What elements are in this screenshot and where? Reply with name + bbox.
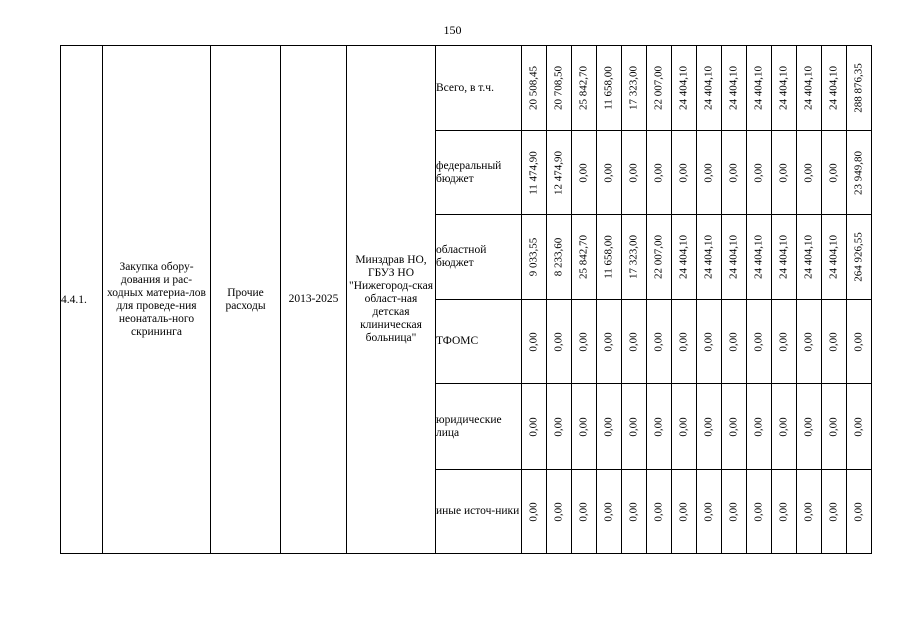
value-text: 24 404,10: [702, 66, 715, 110]
value-cell: [672, 131, 697, 215]
value-text: 24 404,10: [777, 235, 790, 279]
value-text: 0,00: [777, 501, 790, 522]
value-cell: [847, 384, 872, 470]
value-text: 0,00: [677, 162, 690, 183]
funding-source-label: ТФОМС: [436, 300, 522, 384]
value-text: 9 033,55: [527, 237, 540, 277]
value-cell: [647, 470, 672, 554]
value-text: 24 404,10: [677, 235, 690, 279]
value-cell: [522, 215, 547, 300]
value-cell: [672, 300, 697, 384]
value-cell: [797, 384, 822, 470]
value-text: 25 842,70: [577, 235, 590, 279]
value-text: 8 233,60: [552, 237, 565, 277]
value-text: 17 323,00: [627, 235, 640, 279]
value-cell: [772, 46, 797, 131]
value-cell: [847, 300, 872, 384]
value-cell: [772, 215, 797, 300]
value-cell: [547, 384, 572, 470]
value-cell: [572, 470, 597, 554]
value-text: 0,00: [727, 162, 740, 183]
value-cell: [772, 300, 797, 384]
value-text: 0,00: [802, 331, 815, 352]
value-text: 0,00: [627, 162, 640, 183]
value-cell: [522, 470, 547, 554]
value-cell: [722, 131, 747, 215]
value-cell: [822, 384, 847, 470]
value-text: 0,00: [552, 501, 565, 522]
value-cell: [772, 470, 797, 554]
value-cell: [797, 470, 822, 554]
value-cell: [697, 215, 722, 300]
value-text: 22 007,00: [652, 235, 665, 279]
value-text: 24 404,10: [827, 66, 840, 110]
value-text: 0,00: [827, 416, 840, 437]
value-cell: [847, 131, 872, 215]
value-text: 0,00: [777, 416, 790, 437]
value-text: 0,00: [627, 416, 640, 437]
value-text: 24 404,10: [827, 235, 840, 279]
value-text: 0,00: [702, 162, 715, 183]
executor-cell: Минздрав НО, ГБУЗ НО "Нижегород-ская област-ная детская клиническая больница": [347, 46, 436, 554]
value-text: 0,00: [852, 416, 865, 437]
value-text: 0,00: [577, 416, 590, 437]
value-cell: [747, 300, 772, 384]
value-cell: [572, 384, 597, 470]
value-text: 0,00: [602, 162, 615, 183]
value-cell: [647, 384, 672, 470]
value-text: 0,00: [652, 331, 665, 352]
value-text: 24 404,10: [802, 66, 815, 110]
value-cell: [572, 215, 597, 300]
activity-name-cell: Закупка обору-дования и рас-ходных материа-лов для проведе-ния неонаталь-ного скрининга: [103, 46, 211, 554]
budget-table: [60, 45, 872, 554]
value-text: 0,00: [577, 501, 590, 522]
value-text: 0,00: [777, 162, 790, 183]
value-cell: [572, 300, 597, 384]
funding-source-label: областной бюджет: [436, 215, 522, 300]
value-text: 0,00: [702, 331, 715, 352]
value-text: 22 007,00: [652, 66, 665, 110]
value-cell: [547, 131, 572, 215]
value-cell: [572, 131, 597, 215]
value-text: 0,00: [677, 331, 690, 352]
value-cell: [847, 46, 872, 131]
value-cell: [597, 300, 622, 384]
value-cell: [772, 131, 797, 215]
value-text: 288 876,35: [852, 63, 865, 113]
value-cell: [522, 46, 547, 131]
value-text: 0,00: [752, 162, 765, 183]
value-text: 0,00: [702, 501, 715, 522]
value-text: 24 404,10: [802, 235, 815, 279]
value-cell: [822, 131, 847, 215]
funding-source-label: Всего, в т.ч.: [436, 46, 522, 131]
value-text: 0,00: [702, 416, 715, 437]
value-text: 24 404,10: [727, 66, 740, 110]
value-text: 11 658,00: [602, 66, 615, 110]
value-text: 0,00: [777, 331, 790, 352]
value-text: 24 404,10: [702, 235, 715, 279]
value-text: 0,00: [727, 331, 740, 352]
value-text: 12 474,90: [552, 150, 565, 195]
value-cell: [697, 470, 722, 554]
value-text: 0,00: [827, 331, 840, 352]
value-text: 23 949,80: [852, 150, 865, 195]
value-cell: [647, 215, 672, 300]
value-cell: [747, 384, 772, 470]
value-text: 20 508,45: [527, 66, 540, 110]
value-text: 0,00: [727, 501, 740, 522]
value-cell: [672, 384, 697, 470]
value-cell: [597, 384, 622, 470]
value-cell: [747, 131, 772, 215]
expense-type-cell: Прочие расходы: [211, 46, 281, 554]
value-cell: [547, 215, 572, 300]
value-cell: [522, 131, 547, 215]
value-text: 0,00: [602, 501, 615, 522]
value-text: 264 926,55: [852, 232, 865, 282]
value-cell: [697, 384, 722, 470]
value-text: 24 404,10: [752, 66, 765, 110]
value-text: 24 404,10: [677, 66, 690, 110]
value-cell: [622, 470, 647, 554]
funding-source-label: юридические лица: [436, 384, 522, 470]
value-cell: [797, 46, 822, 131]
value-cell: [547, 46, 572, 131]
value-cell: [597, 215, 622, 300]
value-cell: [722, 384, 747, 470]
value-cell: [597, 46, 622, 131]
value-cell: [697, 46, 722, 131]
value-cell: [722, 215, 747, 300]
value-cell: [647, 131, 672, 215]
value-text: 17 323,00: [627, 66, 640, 110]
value-cell: [572, 46, 597, 131]
value-text: 24 404,10: [727, 235, 740, 279]
value-text: 0,00: [602, 331, 615, 352]
value-text: 0,00: [627, 501, 640, 522]
value-text: 0,00: [677, 501, 690, 522]
value-cell: [747, 470, 772, 554]
funding-source-label: федеральный бюджет: [436, 131, 522, 215]
value-cell: [797, 300, 822, 384]
value-text: 0,00: [577, 331, 590, 352]
period-cell: 2013-2025: [281, 46, 347, 554]
value-text: 0,00: [627, 331, 640, 352]
value-text: 0,00: [577, 162, 590, 183]
code-cell: 4.4.1.: [61, 46, 103, 554]
value-cell: [797, 131, 822, 215]
value-text: 0,00: [527, 331, 540, 352]
value-text: 11 474,90: [527, 150, 540, 195]
value-text: 0,00: [752, 331, 765, 352]
value-cell: [597, 470, 622, 554]
value-cell: [697, 131, 722, 215]
value-cell: [522, 300, 547, 384]
value-cell: [722, 46, 747, 131]
value-cell: [672, 215, 697, 300]
page-number: 150: [443, 23, 462, 37]
value-cell: [747, 46, 772, 131]
value-cell: [822, 300, 847, 384]
value-cell: [522, 384, 547, 470]
value-text: 25 842,70: [577, 66, 590, 110]
value-cell: [547, 470, 572, 554]
table-row: [61, 46, 872, 131]
value-text: 20 708,50: [552, 66, 565, 110]
value-text: 0,00: [802, 501, 815, 522]
value-text: 0,00: [852, 501, 865, 522]
value-cell: [622, 384, 647, 470]
value-cell: [722, 300, 747, 384]
value-text: 24 404,10: [777, 66, 790, 110]
value-text: 0,00: [852, 331, 865, 352]
value-text: 0,00: [827, 162, 840, 183]
value-text: 0,00: [527, 416, 540, 437]
value-cell: [622, 131, 647, 215]
value-text: 0,00: [552, 331, 565, 352]
value-cell: [847, 215, 872, 300]
value-text: 0,00: [652, 416, 665, 437]
value-cell: [647, 46, 672, 131]
value-cell: [622, 300, 647, 384]
value-text: 0,00: [802, 416, 815, 437]
value-text: 0,00: [827, 501, 840, 522]
value-text: 0,00: [552, 416, 565, 437]
value-cell: [822, 215, 847, 300]
value-cell: [722, 470, 747, 554]
value-cell: [747, 215, 772, 300]
value-text: 0,00: [727, 416, 740, 437]
value-cell: [672, 470, 697, 554]
value-cell: [597, 131, 622, 215]
value-cell: [822, 46, 847, 131]
value-text: 0,00: [752, 501, 765, 522]
value-cell: [697, 300, 722, 384]
value-text: 11 658,00: [602, 235, 615, 279]
value-text: 0,00: [527, 501, 540, 522]
value-cell: [622, 46, 647, 131]
value-text: 0,00: [652, 501, 665, 522]
value-cell: [647, 300, 672, 384]
value-text: 0,00: [677, 416, 690, 437]
value-cell: [822, 470, 847, 554]
value-text: 24 404,10: [752, 235, 765, 279]
value-text: 0,00: [602, 416, 615, 437]
value-cell: [547, 300, 572, 384]
value-text: 0,00: [652, 162, 665, 183]
value-cell: [672, 46, 697, 131]
value-cell: [772, 384, 797, 470]
value-text: 0,00: [752, 416, 765, 437]
value-cell: [622, 215, 647, 300]
value-cell: [847, 470, 872, 554]
value-text: 0,00: [802, 162, 815, 183]
value-cell: [797, 215, 822, 300]
funding-source-label: иные источ-ники: [436, 470, 522, 554]
